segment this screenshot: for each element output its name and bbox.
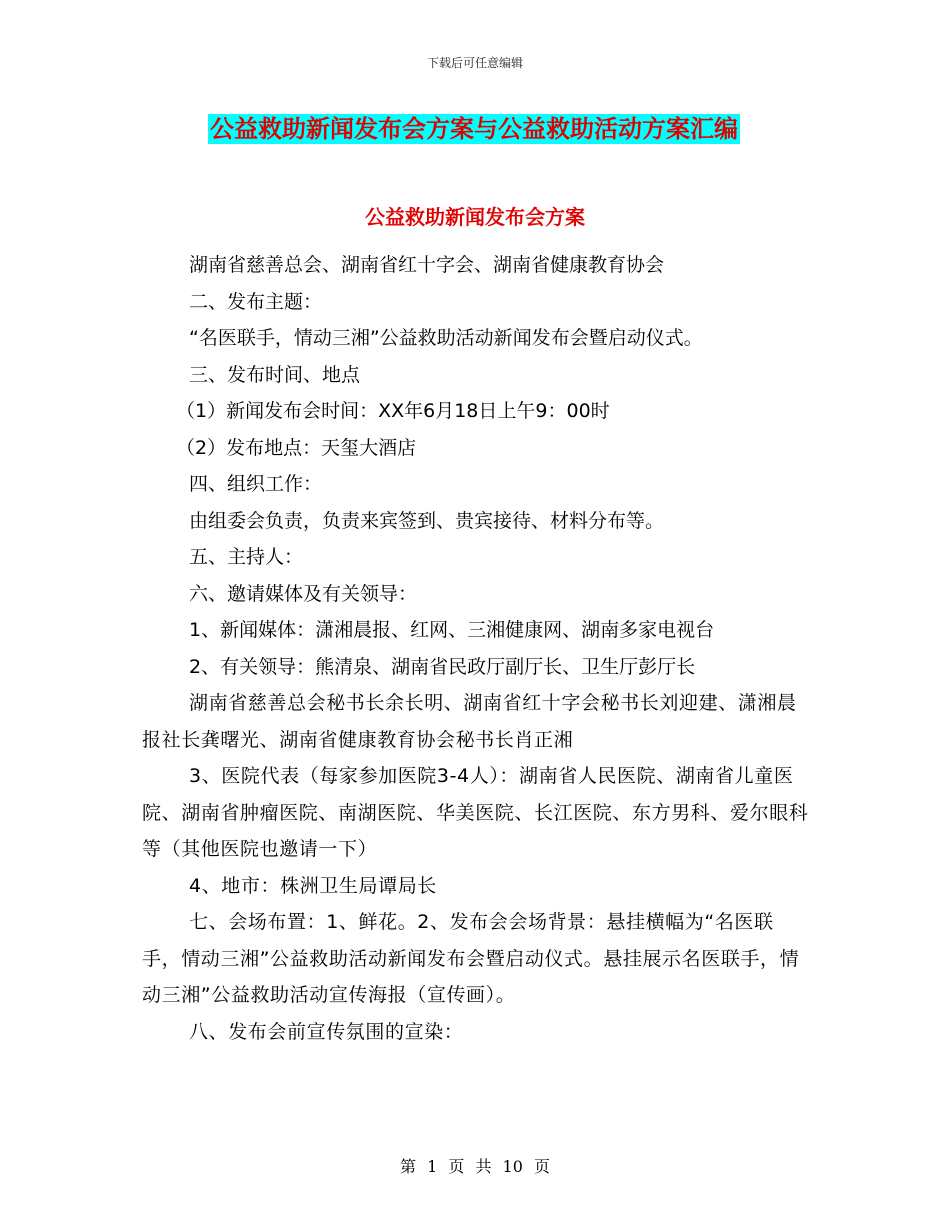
body-line: 六、邀请媒体及有关领导：	[189, 582, 418, 605]
body-line: 四、组织工作：	[189, 473, 323, 495]
body-paragraph: 七、会场布置：1、鲜花。2、发布会会场背景：悬挂横幅为“名医联手，情动三湘”公益救助活动新闻发布会暨启动仪式。悬挂展示名医联手，情动三湘”公益救助活动宣传海报（宣传画）。	[142, 911, 800, 1006]
document-body	[142, 247, 812, 1050]
body-line: 1、新闻媒体：潇湘晨报、红网、三湘健康网、湖南多家电视台	[189, 619, 715, 641]
body-line: 2、有关领导：熊清泉、湖南省民政厅副厅长、卫生厅彭厅长	[189, 655, 696, 678]
body-line: 三、发布时间、地点	[189, 363, 361, 386]
body-paragraph: 湖南省慈善总会秘书长余长明、湖南省红十字会秘书长刘迎建、潇湘晨报社长龚曙光、湖南省健康教育协会秘书长肖正湘	[142, 692, 797, 751]
body-line: 由组委会负责，负责来宾签到、贵宾接待、材料分布等。	[189, 509, 665, 532]
section-title: 公益救助新闻发布会方案	[365, 205, 585, 229]
body-paragraph: 4、地市：株洲卫生局谭局长	[189, 874, 437, 897]
page-number-footer: 第 1 页 共 10 页	[400, 1157, 550, 1176]
document-title: 公益救助新闻发布会方案与公益救助活动方案汇编	[210, 115, 738, 143]
body-line: 二、发布主题：	[189, 290, 323, 313]
body-line: 湖南省慈善总会、湖南省红十字会、湖南省健康教育协会	[189, 254, 665, 276]
body-line: （2）发布地点：天玺大酒店	[176, 436, 417, 459]
body-paragraph: 3、医院代表（每家参加医院3-4人）：湖南省人民医院、湖南省儿童医院、湖南省肿瘤医院、南湖医院、华美医院、长江医院、东方男科、爱尔眼科等（其他医院也邀请一下）	[142, 765, 809, 860]
body-line: “名医联手，情动三湘”公益救助活动新闻发布会暨启动仪式。	[189, 327, 703, 349]
page-header: 下载后可任意编辑	[426, 56, 523, 70]
body-line: （1）新闻发布会时间：XX年6月18日上午9：00时	[176, 400, 610, 422]
body-line: 五、主持人：	[189, 546, 304, 568]
body-paragraph: 八、发布会前宣传氛围的宣染：	[189, 1020, 464, 1043]
